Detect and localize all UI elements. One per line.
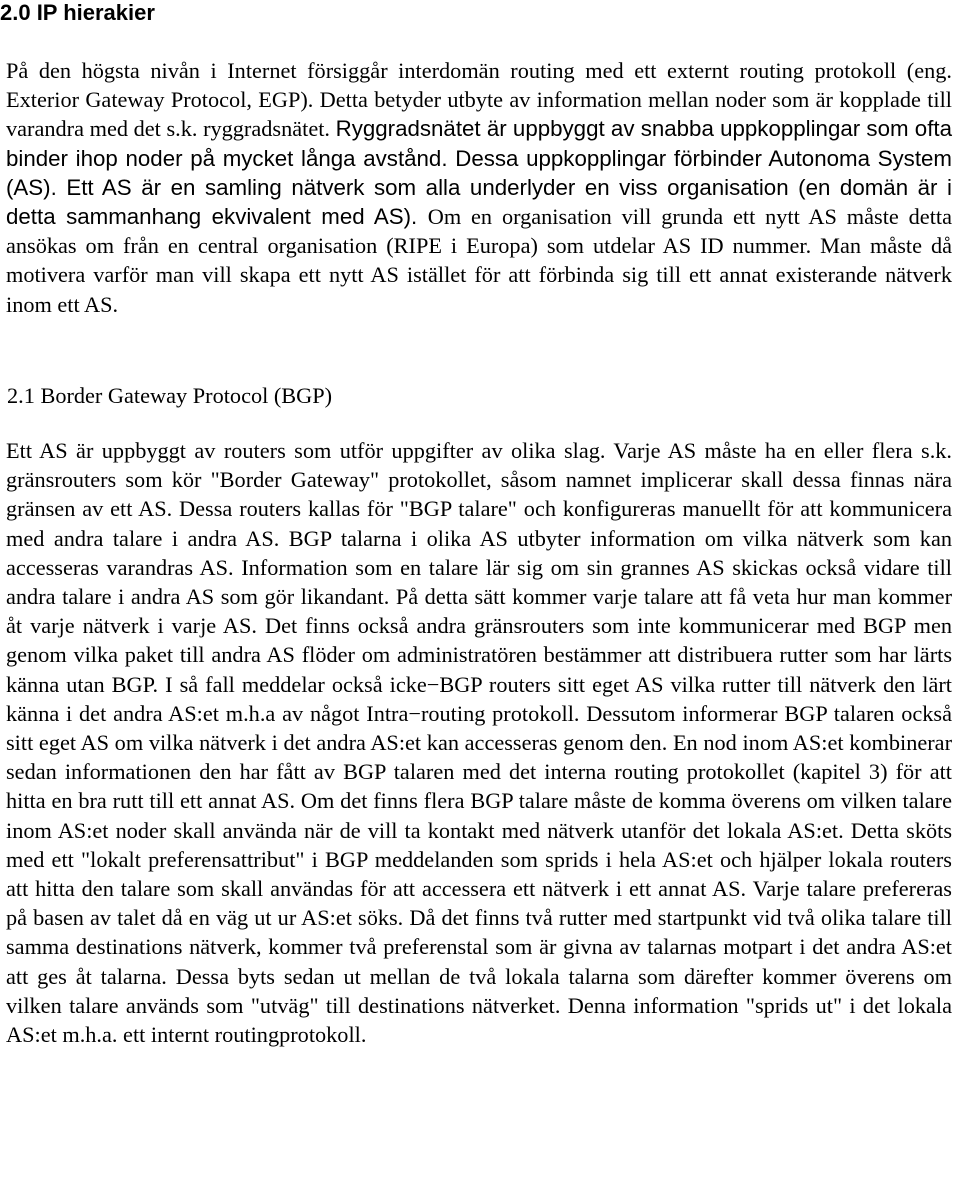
intro-paragraph-part-1: På den högsta nivån i Internet försiggår interdomän routing med ett externt routing protokoll (eng. Exterior Gateway Protocol, EGP). Detta betyder utbyte av information mellan noder som är kopplade till varandra med det s.k. ryggradsnätet. (6, 58, 952, 142)
bgp-paragraph: Ett AS är uppbyggt av routers som utför uppgifter av olika slag. Varje AS måste ha en eller flera s.k. gränsrouters som kör "Border Gateway" protokollet, såsom namnet implicerar skall dessa finnas nära gränsen av ett AS. Dessa routers kallas för "BGP talare" och konfigureras manuellt för att kommunicera med andra talare i andra AS. BGP talarna i olika AS utbyter information om vilka nätverk som kan accesseras varandras AS. Information som en talare lär sig om sin grannes AS skickas också vidare till andra talare i andra AS som gör likandant. På detta sätt kommer varje talare att få veta hur man kommer åt varje nätverk i varje AS. Det finns också andra gränsrouters som inte kommunicerar med BGP men genom vilka paket till andra AS flöder om administratören bestämmer att distribuera rutter som har lärts känna utan BGP. I så fall meddelar också icke−BGP routers sitt eget AS vilka rutter till nätverk den lärt känna i det andra AS:et m.h.a av något Intra−routing protokoll. Dessutom informerar BGP talaren också sitt eget AS om vilka nätverk i det andra AS:et kan accesseras genom den. En nod inom AS:et kombinerar sedan informationen den har fått av BGP talaren med det interna routing protokollet (kapitel 3) för att hitta en bra rutt till ett annat AS. Om det finns flera BGP talare måste de komma överens om vilken talare inom AS:et noder skall använda när de vill ta kontakt med nätverk utanför det lokala AS:et. Detta sköts med ett "lokalt preferensattribut" i BGP meddelanden som sprids i hela AS:et och hjälper lokala routers att hitta den talare som skall användas för att accessera ett nätverk i ett annat AS. Varje talare prefereras på basen av talet då en väg ut ur AS:et söks. Då det finns två rutter med startpunkt vid två olika talare till samma destinations nätverk, kommer två preferenstal som är givna av talarnas motpart i det andra AS:et att ges åt talarna. Dessa byts sedan ut mellan de två lokala talarna som därefter kommer överens om vilken talare används som "utväg" till destinations nätverket. Denna information "sprids ut" i det lokala AS:et m.h.a. ett internt routingprotokoll. (6, 438, 952, 1048)
subsection-heading: 2.1 Border Gateway Protocol (BGP) (7, 383, 333, 408)
intro-paragraph-part-3: Om en organisation vill grunda ett nytt AS måste detta ansökas om från en central organisation (RIPE i Europa) som utdelar AS ID nummer. Man måste då motivera varför man vill skapa ett nytt AS istället för att förbinda sig till ett annat existerande nätverk inom ett AS. (6, 204, 952, 317)
section-heading: 2.0 IP hierakier (0, 0, 155, 25)
intro-paragraph (6, 56, 952, 319)
intro-paragraph-part-2: Ryggradsnätet är uppbyggt av snabba uppkopplingar som ofta binder ihop noder på mycket långa avstånd. Dessa uppkopplingar förbinder Autonoma System (AS). Ett AS är en samling nätverk som alla underlyder en viss organisation (en domän är i detta sammanhang ekvivalent med AS). (6, 116, 952, 230)
